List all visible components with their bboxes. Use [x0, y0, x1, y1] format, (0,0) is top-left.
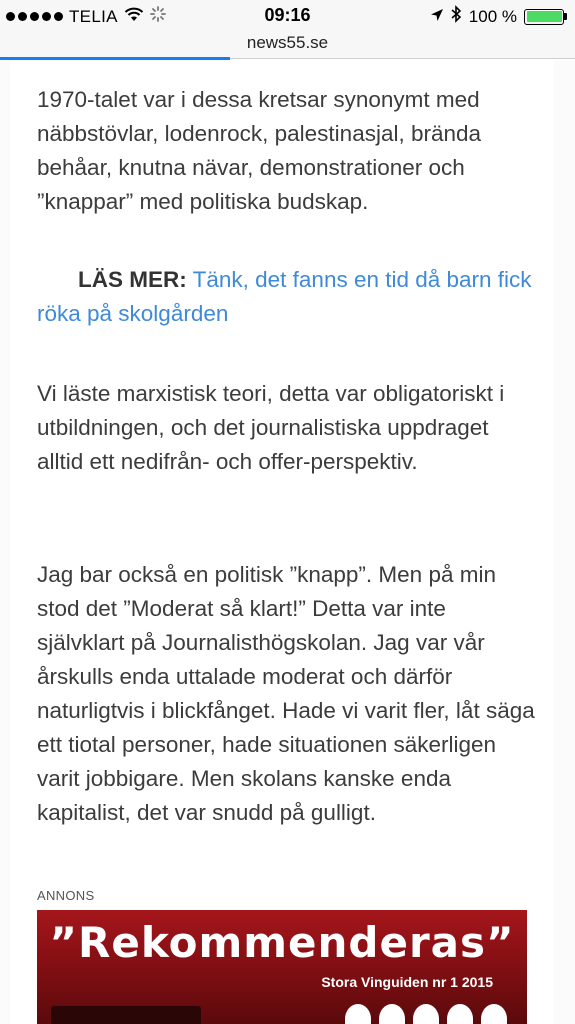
- status-bar: [0, 0, 575, 30]
- wine-glass-icon: [481, 1004, 507, 1024]
- ad-label: ANNONS: [37, 888, 95, 903]
- advertisement-banner[interactable]: [37, 910, 527, 1024]
- read-more-label: LÄS MER:: [78, 267, 187, 292]
- battery-level: [527, 11, 562, 22]
- location-arrow-icon: [430, 7, 444, 27]
- status-bar-right: [430, 5, 567, 28]
- battery-percent: 100 %: [468, 6, 517, 26]
- address-bar[interactable]: [0, 30, 575, 59]
- battery-icon: [524, 9, 567, 25]
- wine-glass-icon: [413, 1004, 439, 1024]
- wine-glass-icon: [379, 1004, 405, 1024]
- article-paragraph: Vi läste marxistisk teori, detta var obligatoriskt i utbildningen, och det journalistiska uppdraget alltid ett nedifrån- och offer-perspektiv.: [37, 381, 505, 474]
- article-paragraph: Jag bar också en politisk ”knapp”. Men på min stod det ”Moderat så klart!” Detta var inte självklart på Journalisthögskolan. Jag var vår årskulls enda uttalade moderat och därför naturligtvis i blickfånget. Hade vi varit fler, låt säga ett tiotal personer, hade situationen säkerligen varit jobbigare. Men skolans kanske enda kapitalist, det var snudd på gulligt.: [37, 562, 535, 825]
- url-text[interactable]: news55.se: [246, 33, 329, 52]
- ad-subline: Stora Vinguiden nr 1 2015: [321, 974, 493, 990]
- clock: 09:16: [264, 5, 311, 25]
- article-body: [10, 60, 554, 1024]
- ad-product-image: [51, 1006, 201, 1024]
- article-paragraph: 1970-talet var i dessa kretsar synonymt med näbbstövlar, lodenrock, palestinasjal, brända behåar, knutna nävar, demonstrationer och ”knappar” med politiska budskap.: [37, 87, 482, 214]
- carrier-name: TELIA: [69, 6, 118, 26]
- wine-glass-icon: [447, 1004, 473, 1024]
- ad-headline: ”Rekommenderas”: [49, 918, 515, 967]
- read-more: [37, 263, 537, 331]
- read-more-link[interactable]: Tänk, det fanns en tid då barn fick röka på skolgården: [37, 267, 532, 326]
- ad-rating-glasses: [345, 1004, 507, 1024]
- page-background: [0, 60, 575, 1024]
- bluetooth-icon: [451, 5, 462, 28]
- wine-glass-icon: [345, 1004, 371, 1024]
